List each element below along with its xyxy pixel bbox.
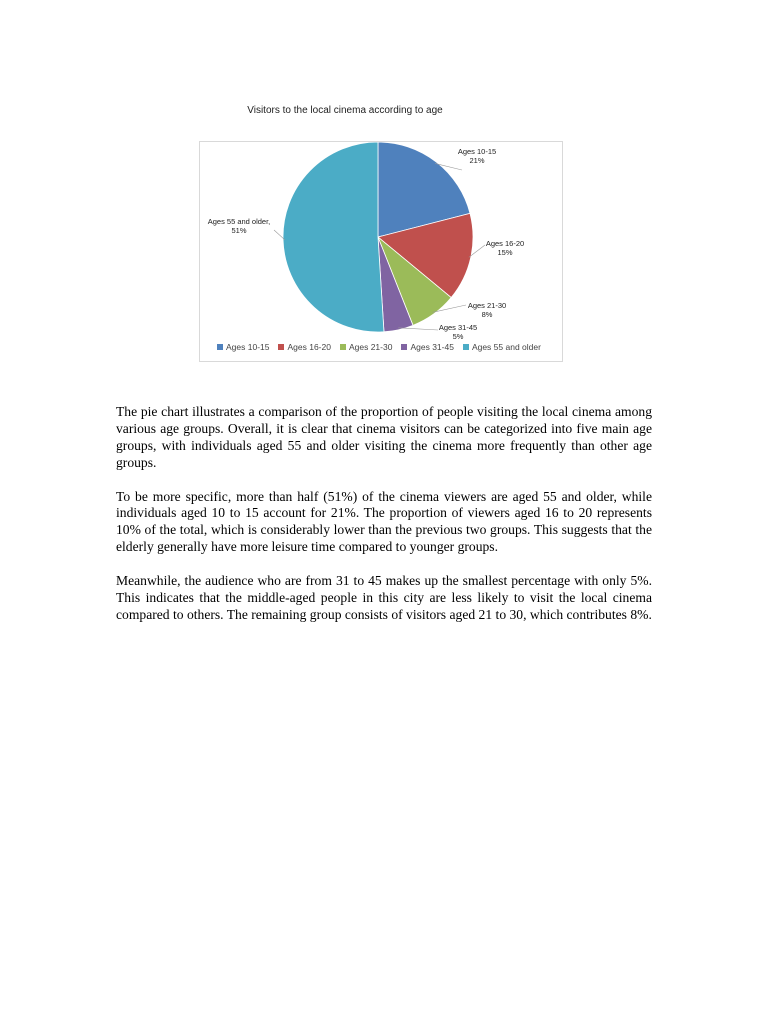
leader-line-ages-31-45 xyxy=(398,328,438,330)
legend-item-ages-10-15 xyxy=(217,342,269,352)
paragraph-1: The pie chart illustrates a comparison of the proportion of people visiting the local cinema among various age groups. Overall, it is clear that cinema visitors can be categorized into five main age groups, with individuals aged 55 and older visiting the cinema more frequently than other age groups. xyxy=(116,404,652,470)
data-label-name-ages-10-15: Ages 10-15 xyxy=(457,147,497,156)
chart-title: Visitors to the local cinema according to age xyxy=(247,105,443,116)
data-label-value-ages-16-20: 15% xyxy=(497,248,513,257)
data-label-value-ages-55-and-older: 51% xyxy=(231,226,247,235)
legend-swatch-ages-31-45 xyxy=(401,344,407,350)
data-label-name-ages-31-45: Ages 31-45 xyxy=(438,323,478,332)
data-label-value-ages-21-30: 8% xyxy=(481,310,493,319)
legend-swatch-ages-55-and-older xyxy=(463,344,469,350)
legend-swatch-ages-16-20 xyxy=(278,344,284,350)
data-label-name-ages-21-30: Ages 21-30 xyxy=(467,301,507,310)
legend-swatch-ages-21-30 xyxy=(340,344,346,350)
pie-slice-ages-55-and-older xyxy=(283,142,384,332)
data-label-value-ages-31-45: 5% xyxy=(452,332,464,341)
paragraph-2: To be more specific, more than half (51%) of the cinema viewers are aged 55 and older, while individuals aged 10 to 15 account for 21%. The proportion of viewers aged 16 to 20 represents 10% of the total, which is considerably lower than the previous two groups. This suggests that the elderly generally have more leisure time compared to younger groups. xyxy=(116,488,652,555)
paragraph-3: Meanwhile, the audience who are from 31 to 45 makes up the smallest percentage with only 5%. This indicates that the middle-aged people in this city are less likely to visit the local cinema compared to others. The remaining group consists of visitors aged 21 to 30, which contributes 8%. xyxy=(116,573,652,622)
legend-item-ages-21-30 xyxy=(340,342,392,352)
legend-label-ages-10-15: Ages 10-15 xyxy=(226,342,270,352)
data-label-name-ages-55-and-older: Ages 55 and older, xyxy=(207,217,271,226)
legend-label-ages-31-45: Ages 31-45 xyxy=(410,342,454,352)
data-label-value-ages-10-15: 21% xyxy=(469,156,485,165)
legend-item-ages-31-45 xyxy=(401,342,453,352)
data-label-name-ages-16-20: Ages 16-20 xyxy=(485,239,525,248)
legend-label-ages-16-20: Ages 16-20 xyxy=(287,342,331,352)
legend-item-ages-55-and-older xyxy=(463,342,541,352)
legend-swatch-ages-10-15 xyxy=(217,344,223,350)
pie-chart xyxy=(199,141,563,362)
essay-body xyxy=(116,404,652,641)
pie-chart-svg xyxy=(200,142,564,363)
chart-legend xyxy=(217,342,541,352)
legend-label-ages-21-30: Ages 21-30 xyxy=(348,342,393,352)
legend-label-ages-55-and-older: Ages 55 and older xyxy=(471,342,541,352)
legend-item-ages-16-20 xyxy=(278,342,330,352)
